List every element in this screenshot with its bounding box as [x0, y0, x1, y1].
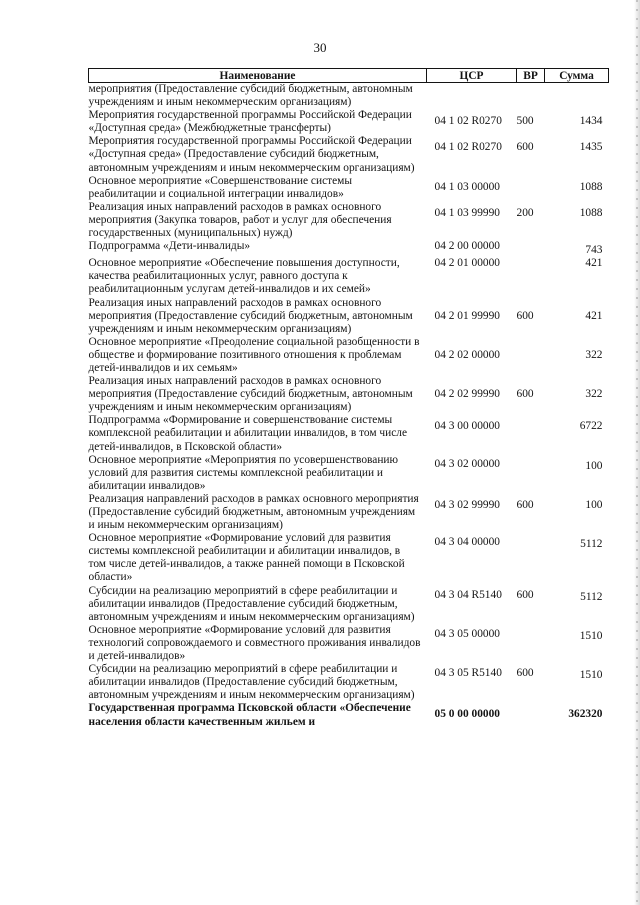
table-row — [89, 135, 609, 174]
table-row — [89, 175, 609, 201]
row-sum: 1088 — [579, 180, 603, 193]
row-sum: 1510 — [579, 629, 603, 642]
row-vr: 600 — [516, 498, 534, 511]
header-csr: ЦСР — [427, 69, 517, 83]
row-name: Основное мероприятие «Совершенствование системы реабилитации и социальной интеграции инвалидов» — [88, 174, 353, 200]
row-vr — [517, 240, 545, 257]
row-vr — [517, 175, 545, 201]
row-sum: 421 — [585, 257, 603, 270]
row-sum: 743 — [585, 244, 603, 257]
row-vr — [517, 414, 545, 453]
row-name: Реализация направлений расходов в рамках основного мероприятия (Предоставление субсидий бюджетным, автономным учреждениям и иным некоммерческим организациям) — [88, 492, 419, 532]
header-name: Наименование — [89, 69, 427, 83]
row-csr: 04 1 02 R0270 — [434, 141, 502, 154]
table-row — [89, 454, 609, 493]
row-vr: 600 — [516, 667, 534, 680]
table-row — [89, 257, 609, 296]
row-csr: 04 2 00 00000 — [434, 240, 500, 253]
row-name: Основное мероприятие «Формирование условий для развития системы комплексной реабилитации и абилитации инвалидов, в том числе детей-инвалидов, а также ранней помощи в Псковской области» — [88, 532, 405, 584]
row-name: Основное мероприятие «Формирование условий для развития технологий сопровождаемого и совместного проживания инвалидов и детей-инвалидов» — [88, 623, 421, 663]
scan-noise — [636, 0, 638, 905]
row-sum: 100 — [585, 498, 603, 511]
table-row — [89, 493, 609, 532]
row-name: Подпрограмма «Дети-инвалиды» — [88, 240, 251, 253]
row-name: мероприятия (Предоставление субсидий бюджетным, автономным учреждениям и иным некоммерческим организациям) — [88, 83, 413, 109]
row-vr: 600 — [516, 588, 534, 601]
page-number: 30 — [313, 40, 327, 55]
row-name: Мероприятия государственной программы Российской Федерации «Доступная среда» (Межбюджетные трансферты) — [88, 109, 412, 135]
table-row — [89, 109, 609, 135]
row-sum: 1088 — [579, 206, 603, 219]
row-csr: 04 1 03 99990 — [434, 206, 500, 219]
table-row — [89, 375, 609, 414]
row-sum: 322 — [585, 388, 603, 401]
row-csr: 04 3 02 99990 — [434, 498, 500, 511]
row-sum: 1434 — [579, 115, 603, 128]
table-row-program — [89, 702, 609, 728]
row-sum: 6722 — [579, 420, 603, 433]
row-vr — [517, 624, 545, 663]
row-sum: 5112 — [580, 590, 603, 603]
table-row — [89, 532, 609, 584]
table-row — [89, 83, 609, 110]
row-csr: 04 3 00 00000 — [434, 420, 500, 433]
row-sum — [545, 83, 609, 110]
row-name: Реализация иных направлений расходов в рамках основного мероприятия (Предоставление субсидий бюджетным, автономным учреждениям и иным некоммерческим организациям) — [88, 296, 413, 335]
table-row — [89, 414, 609, 453]
row-vr — [517, 454, 545, 493]
table-row — [89, 201, 609, 240]
row-csr: 04 2 02 99990 — [434, 388, 500, 401]
row-sum: 100 — [585, 459, 603, 472]
row-vr: 600 — [516, 309, 534, 322]
table-row — [89, 297, 609, 336]
row-vr: 200 — [516, 206, 534, 219]
row-csr: 04 3 05 R5140 — [434, 667, 502, 680]
row-csr: 04 2 01 00000 — [434, 257, 500, 270]
row-name: Реализация иных направлений расходов в рамках основного мероприятия (Закупка товаров, работ и услуг для обеспечения государственных (муниципальных) нужд) — [88, 200, 392, 240]
row-sum: 322 — [585, 348, 603, 361]
row-name: Основное мероприятие «Преодоление социальной разобщенности в обществе и формирование позитивного отношения к проблемам детей-инвалидов и их семьям» — [88, 335, 420, 374]
row-vr — [517, 532, 545, 584]
table-row — [89, 240, 609, 257]
row-csr: 04 1 02 R0270 — [434, 115, 502, 128]
row-csr: 05 0 00 00000 — [434, 708, 500, 721]
header-sum: Сумма — [545, 69, 609, 83]
row-vr: 600 — [516, 388, 534, 401]
row-sum: 1435 — [579, 141, 603, 154]
row-name: Основное мероприятие «Мероприятия по усовершенствованию условий для развития системы комплексной реабилитации и абилитации инвалидов» — [88, 453, 399, 492]
row-sum: 421 — [585, 309, 603, 322]
row-csr: 04 3 04 R5140 — [434, 588, 502, 601]
row-csr: 04 2 01 99990 — [434, 309, 500, 322]
row-name: Подпрограмма «Формирование и совершенствование системы комплексной реабилитации и абилитации инвалидов, в том числе детей-инвалидов, в Псковской области» — [88, 414, 408, 453]
row-name: Основное мероприятие «Обеспечение повышения доступности, качества реабилитационных услуг, равного доступа к реабилитационным услугам детей-инвалидов и их семей» — [88, 257, 400, 296]
row-name: Реализация иных направлений расходов в рамках основного мероприятия (Предоставление субсидий бюджетным, автономным учреждениям и иным некоммерческим организациям) — [88, 375, 413, 414]
row-csr: 04 3 05 00000 — [434, 627, 500, 640]
row-vr: 500 — [516, 115, 534, 128]
row-name: Субсидии на реализацию мероприятий в сфере реабилитации и абилитации инвалидов (Предоставление субсидий бюджетным, автономным учреждениям и иным некоммерческим организациям) — [88, 584, 415, 623]
row-csr: 04 3 04 00000 — [434, 536, 500, 549]
row-name: Мероприятия государственной программы Российской Федерации «Доступная среда» (Предоставление субсидий бюджетным, автономным учреждениям и иным некоммерческим организациям) — [88, 135, 415, 174]
table-row — [89, 663, 609, 702]
row-csr: 04 3 02 00000 — [434, 457, 500, 470]
row-vr — [517, 83, 545, 110]
row-csr — [427, 83, 517, 110]
row-sum: 1510 — [579, 669, 603, 682]
row-sum: 5112 — [580, 538, 603, 551]
header-vr: ВР — [517, 69, 545, 83]
row-vr — [517, 336, 545, 375]
row-vr — [517, 702, 545, 728]
table-header-row — [89, 69, 609, 83]
row-name: Государственная программа Псковской области «Обеспечение населения области качественным жильем и — [88, 702, 411, 728]
row-vr — [517, 257, 545, 296]
row-vr: 600 — [516, 141, 534, 154]
table-row — [89, 624, 609, 663]
budget-table — [88, 68, 609, 729]
row-csr: 04 2 02 00000 — [434, 348, 500, 361]
row-csr: 04 1 03 00000 — [434, 180, 500, 193]
row-sum: 362320 — [568, 708, 603, 721]
table-row — [89, 585, 609, 624]
table-row — [89, 336, 609, 375]
row-name: Субсидии на реализацию мероприятий в сфере реабилитации и абилитации инвалидов (Предоставление субсидий бюджетным, автономным учреждениям и иным некоммерческим организациям) — [88, 663, 415, 702]
